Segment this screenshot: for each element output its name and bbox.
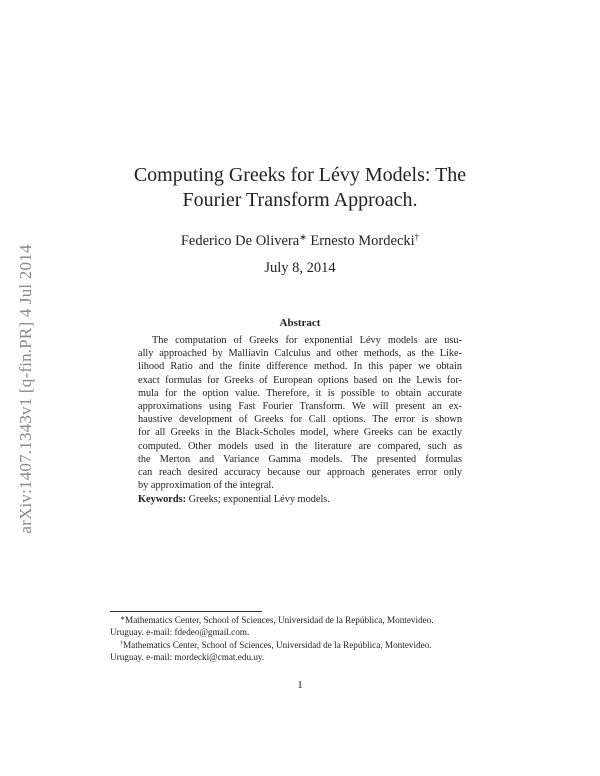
footnote-divider xyxy=(110,611,262,612)
abstract-heading: Abstract xyxy=(279,317,321,329)
abstract-line: the Merton and Variance Gamma models. The presented formulas xyxy=(138,453,462,465)
author-name: Ernesto Mordecki xyxy=(310,233,415,249)
author-list xyxy=(140,232,460,250)
footnote-mark: † xyxy=(120,640,123,647)
abstract-line: can reach desired accuracy because our approach generates error only xyxy=(138,467,462,479)
footnote-mark: ∗ xyxy=(120,616,126,622)
footnote xyxy=(110,614,490,639)
footnote-line: Uruguay. e-mail: mordecki@cmat.edu.uy. xyxy=(110,651,265,662)
abstract-line: for all Greeks in the Black-Scholes model, where Greeks can be exactly xyxy=(138,427,462,439)
footnotes xyxy=(110,614,490,663)
keywords-text: Greeks; exponential Lévy models. xyxy=(188,494,330,505)
abstract-line: by approximation of the integral. xyxy=(138,480,274,492)
footnote-line: Uruguay. e-mail: fdedeo@gmail.com. xyxy=(110,627,250,638)
keywords-label: Keywords: xyxy=(138,494,187,505)
abstract-line: computed. Other models used in the literature are compared, such as xyxy=(138,440,462,452)
keywords xyxy=(138,493,462,506)
author-footnote-mark: ∗ xyxy=(299,232,307,242)
footnote xyxy=(110,639,490,664)
author-footnote-mark: † xyxy=(414,232,420,242)
abstract-line: haustive development of Greeks for Call options. The error is shown xyxy=(138,414,462,426)
title-line-1: Computing Greeks for Lévy Models: The xyxy=(133,164,467,186)
title-line-2: Fourier Transform Approach. xyxy=(182,189,418,211)
publication-date: July 8, 2014 xyxy=(264,260,336,276)
footnote-line: Mathematics Center, School of Sciences, Universidad de la República, Montevideo. xyxy=(125,615,434,625)
abstract-line: approximations using Fast Fourier Transform. We will present an ex- xyxy=(138,401,462,413)
paper-title xyxy=(110,163,490,213)
abstract-line: The computation of Greeks for exponential Lévy models are usu- xyxy=(152,335,462,346)
footnote-line: Mathematics Center, School of Sciences, Universidad de la República, Montevideo. xyxy=(123,639,432,650)
abstract-line: mula for the option value. Therefore, it is possible to obtain accurate xyxy=(138,387,462,399)
arxiv-identifier-stamp: arXiv:1407.1343v1 [q-fin.PR] 4 Jul 2014 xyxy=(16,244,35,534)
abstract-line: lihood Ratio and the finite difference method. In this paper we obtain xyxy=(138,361,462,373)
author-name: Federico De Olivera xyxy=(180,233,300,249)
abstract-line: exact formulas for Greeks of European options based on the Lewis for- xyxy=(138,374,462,386)
abstract-line: ally approached by Malliavin Calculus and other methods, as the Like- xyxy=(138,348,462,360)
page-number: 1 xyxy=(297,679,303,691)
abstract-body xyxy=(138,334,462,492)
